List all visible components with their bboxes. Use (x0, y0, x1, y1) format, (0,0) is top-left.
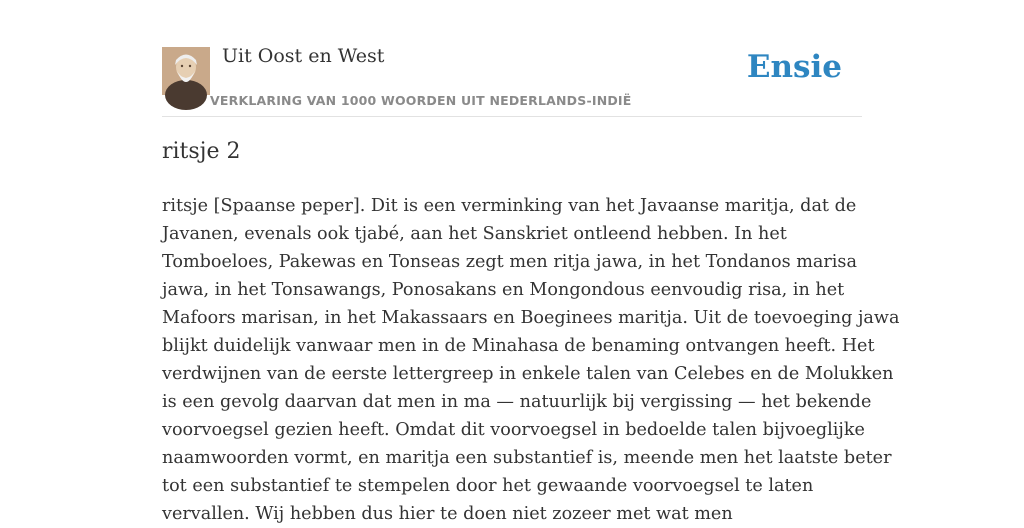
book-header (162, 40, 862, 117)
book-title[interactable]: Uit Oost en West (222, 45, 385, 67)
entry-text-line: jawa, in het Tonsawangs, Ponosakans en Mongondous eenvoudig risa, in het (162, 280, 845, 300)
entry-text-line: vervallen. Wij hebben dus hier te doen niet zozeer met wat men (162, 504, 733, 524)
entry-text-line: Javanen, evenals ook tjabé, aan het Sanskriet ontleend hebben. In het (162, 224, 787, 244)
entry-text-line: ritsje [Spaanse peper]. Dit is een verminking van het Javaanse maritja, dat de (162, 196, 857, 216)
author-portrait-icon (162, 47, 210, 95)
entry-text-line: Tomboeloes, Pakewas en Tonseas zegt men ritja jawa, in het Tondanos marisa (162, 252, 857, 272)
entry-text-line: naamwoorden vormt, en maritja een substantief is, meende men het laatste beter (162, 448, 892, 468)
book-subtitle: VERKLARING VAN 1000 WOORDEN UIT NEDERLANDS-INDIË (210, 93, 632, 108)
entry-text-line: blijkt duidelijk vanwaar men in de Minahasa de benaming ontvangen heeft. Het (162, 336, 875, 356)
entry-text-line: verdwijnen van de eerste lettergreep in enkele talen van Celebes en de Molukken (162, 364, 894, 384)
entry-title: ritsje 2 (162, 139, 241, 164)
entry-text-line: is een gevolg daarvan dat men in ma — natuurlijk bij vergissing — het bekende (162, 392, 872, 412)
ensie-logo[interactable]: Ensie (746, 49, 842, 85)
entry-text-line: Mafoors marisan, in het Makassaars en Boeginees maritja. Uit de toevoeging jawa (162, 308, 900, 328)
author-avatar[interactable] (162, 47, 210, 95)
entry-body (162, 192, 900, 528)
entry-text-line: voorvoegsel gezien heeft. Omdat dit voorvoegsel in bedoelde talen bijvoeglijke (162, 420, 865, 440)
entry-text-line: tot een substantief te stempelen door het gewaande voorvoegsel te laten (162, 476, 814, 496)
